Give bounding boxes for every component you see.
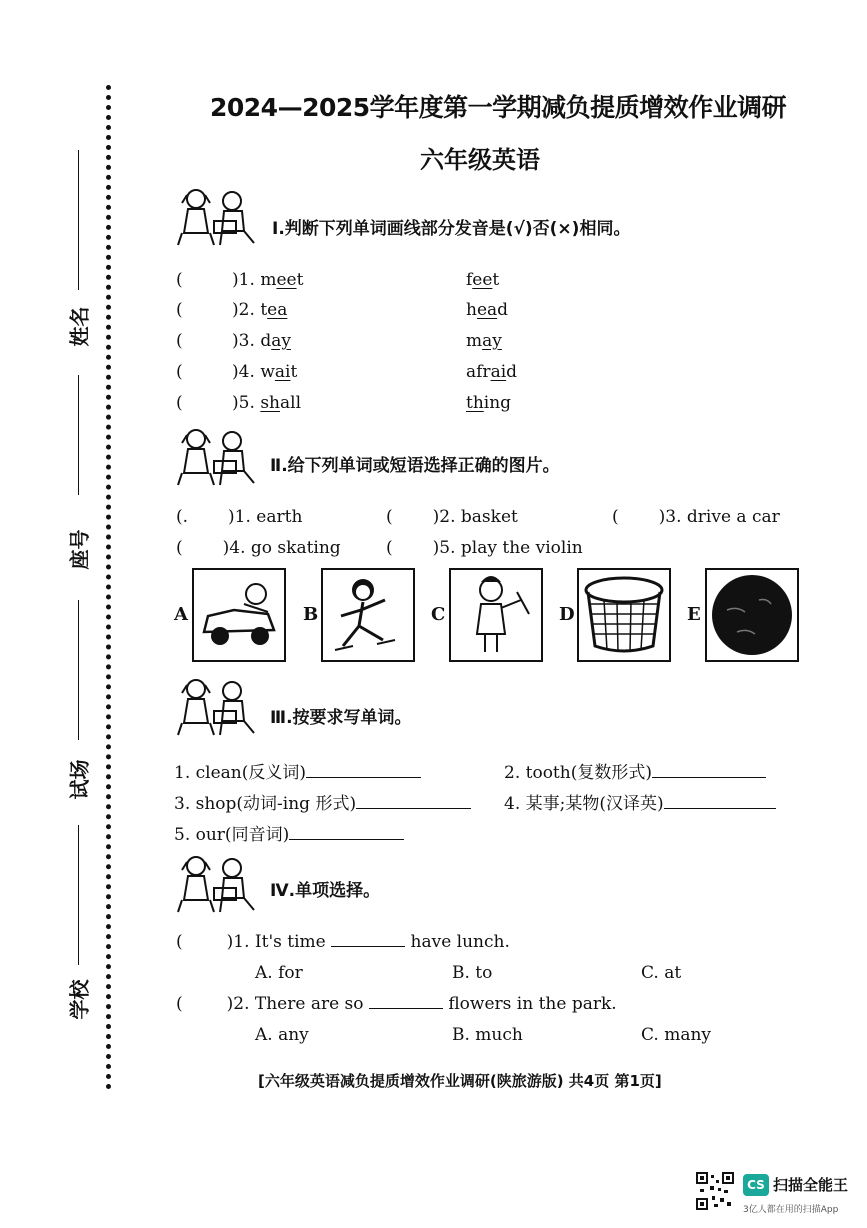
underlined-letters: ai (490, 362, 507, 382)
answer-paren[interactable]: ( (612, 507, 619, 527)
earth-icon (707, 570, 797, 660)
answer-blank[interactable] (306, 777, 421, 778)
car-driver-icon (194, 570, 284, 660)
underlined-letters: ay (271, 331, 291, 351)
answer-paren[interactable]: ( (176, 300, 183, 320)
answer-blank[interactable] (664, 808, 776, 809)
page-title: 2024—2025学年度第一学期减负提质增效作业调研 (210, 93, 787, 122)
answer-paren[interactable]: ( (176, 270, 183, 290)
item-label: )2. basket (432, 507, 518, 527)
fill-blank (331, 946, 405, 947)
answer-paren[interactable]: ( (176, 538, 183, 558)
compare-word (466, 270, 499, 290)
underlined-letters: th (466, 393, 484, 413)
question-2 (176, 994, 617, 1014)
list-item (176, 331, 291, 351)
word-part: d (497, 300, 509, 320)
list-item (176, 270, 303, 290)
camscanner-logo: CS (743, 1174, 769, 1196)
reading-kids-icon (174, 852, 262, 916)
section3-heading: Ⅲ.按要求写单词。 (270, 708, 412, 728)
list-item (176, 362, 297, 382)
answer-blank[interactable] (652, 777, 766, 778)
item-number: )4. (232, 362, 255, 382)
answer-paren[interactable]: ( (176, 393, 183, 413)
seat-blank-line (78, 375, 79, 495)
page-subtitle: 六年级英语 (420, 146, 540, 174)
answer-paren[interactable]: ( (386, 507, 393, 527)
word-part: t (290, 362, 298, 382)
item-label: )5. play the violin (432, 538, 583, 558)
camscanner-name: 扫描全能王 (773, 1176, 849, 1194)
word-part: d (506, 362, 518, 382)
school-blank-line (78, 825, 79, 965)
item-label: 1. clean(反义词) (174, 763, 306, 783)
earth-picture (705, 568, 799, 662)
skater-icon (323, 570, 413, 660)
room-label: 试场 (67, 759, 92, 800)
list-item (176, 300, 287, 320)
camscanner-tagline: 3亿人都在用的扫描App (743, 1205, 839, 1215)
list-item (386, 507, 518, 527)
page-footer: [六年级英语减负提质增效作业调研(陕旅游版) 共4页 第1页] (258, 1072, 662, 1090)
word-part: w (260, 362, 275, 382)
name-blank-line (78, 150, 79, 290)
word-part: m (260, 270, 277, 290)
list-item (174, 820, 404, 845)
list-item (386, 538, 583, 558)
word-part: m (466, 331, 483, 351)
list-item (504, 758, 766, 783)
compare-word (466, 393, 511, 413)
violin-girl-icon (451, 570, 541, 660)
section1-heading: Ⅰ.判断下列单词画线部分发音是(√)否(×)相同。 (272, 219, 631, 239)
underlined-letters: ee (472, 270, 493, 290)
item-label: )4. go skating (222, 538, 341, 558)
answer-paren[interactable]: ( (176, 331, 183, 351)
item-number: )2. (232, 300, 255, 320)
item-label: )1. earth (228, 507, 303, 527)
question-text: )2. There are so (226, 994, 364, 1014)
word-part: t (260, 300, 268, 320)
reading-kids-icon (174, 185, 262, 249)
item-label: 3. shop(动词-ing 形式) (174, 794, 357, 814)
question-text: have lunch. (410, 932, 510, 952)
list-item (612, 507, 780, 527)
option-c: C. many (641, 1025, 712, 1045)
word-part: t (492, 270, 500, 290)
section2-heading: Ⅱ.给下列单词或短语选择正确的图片。 (270, 456, 560, 476)
answer-paren[interactable]: ( (176, 362, 183, 382)
word-part: d (260, 331, 272, 351)
answer-paren[interactable]: ( (176, 994, 183, 1014)
item-label: 2. tooth(复数形式) (504, 763, 652, 783)
list-item (504, 789, 776, 814)
picture-letter: D (559, 604, 575, 625)
question-text: flowers in the park. (448, 994, 617, 1014)
list-item (174, 758, 421, 783)
underlined-letters: sh (260, 393, 280, 413)
basket-picture (577, 568, 671, 662)
list-item (174, 789, 471, 814)
option-b: B. much (452, 1025, 523, 1045)
item-label: )3. drive a car (658, 507, 780, 527)
answer-paren[interactable]: ( (176, 932, 183, 952)
word-part: f (466, 270, 473, 290)
option-b: B. to (452, 963, 493, 983)
picture-letter: E (687, 604, 701, 625)
answer-paren[interactable]: (. (176, 507, 189, 527)
question-text: )1. It's time (226, 932, 326, 952)
item-number: )3. (232, 331, 255, 351)
fill-blank (369, 1008, 443, 1009)
picture-letter: A (174, 604, 188, 625)
option-a: A. for (255, 963, 303, 983)
underlined-letters: ee (276, 270, 297, 290)
list-item (176, 538, 341, 558)
word-part: all (280, 393, 302, 413)
name-label: 姓名 (67, 306, 92, 347)
car-driver-picture (192, 568, 286, 662)
picture-letter: B (303, 604, 319, 625)
room-blank-line (78, 600, 79, 740)
word-part: ing (483, 393, 512, 413)
reading-kids-icon (174, 675, 262, 739)
underlined-letters: ea (476, 300, 498, 320)
answer-blank[interactable] (356, 808, 471, 809)
dotted-binding-line (106, 85, 111, 1090)
reading-kids-icon (174, 425, 262, 489)
underlined-letters: ea (267, 300, 288, 320)
violin-girl-picture (449, 568, 543, 662)
basket-icon (579, 570, 669, 660)
picture-letter: C (431, 604, 446, 625)
question-1 (176, 932, 510, 952)
answer-paren[interactable]: ( (386, 538, 393, 558)
answer-blank[interactable] (289, 839, 404, 840)
school-label: 学校 (67, 979, 92, 1020)
word-part: t (296, 270, 304, 290)
qr-code-icon (696, 1172, 734, 1210)
compare-word (466, 362, 517, 382)
item-number: )5. (232, 393, 255, 413)
list-item (176, 393, 301, 413)
section4-heading: Ⅳ.单项选择。 (270, 881, 381, 901)
seat-label: 座号 (67, 529, 92, 570)
underlined-letters: ai (274, 362, 291, 382)
list-item (176, 507, 302, 527)
item-number: )1. (232, 270, 255, 290)
option-a: A. any (255, 1025, 309, 1045)
underlined-letters: ay (482, 331, 502, 351)
option-c: C. at (641, 963, 682, 983)
compare-word (466, 331, 502, 351)
item-label: 4. 某事;某物(汉译英) (504, 794, 664, 814)
word-part: afr (466, 362, 491, 382)
word-part: h (466, 300, 477, 320)
item-label: 5. our(同音词) (174, 825, 290, 845)
compare-word (466, 300, 508, 320)
skater-picture (321, 568, 415, 662)
